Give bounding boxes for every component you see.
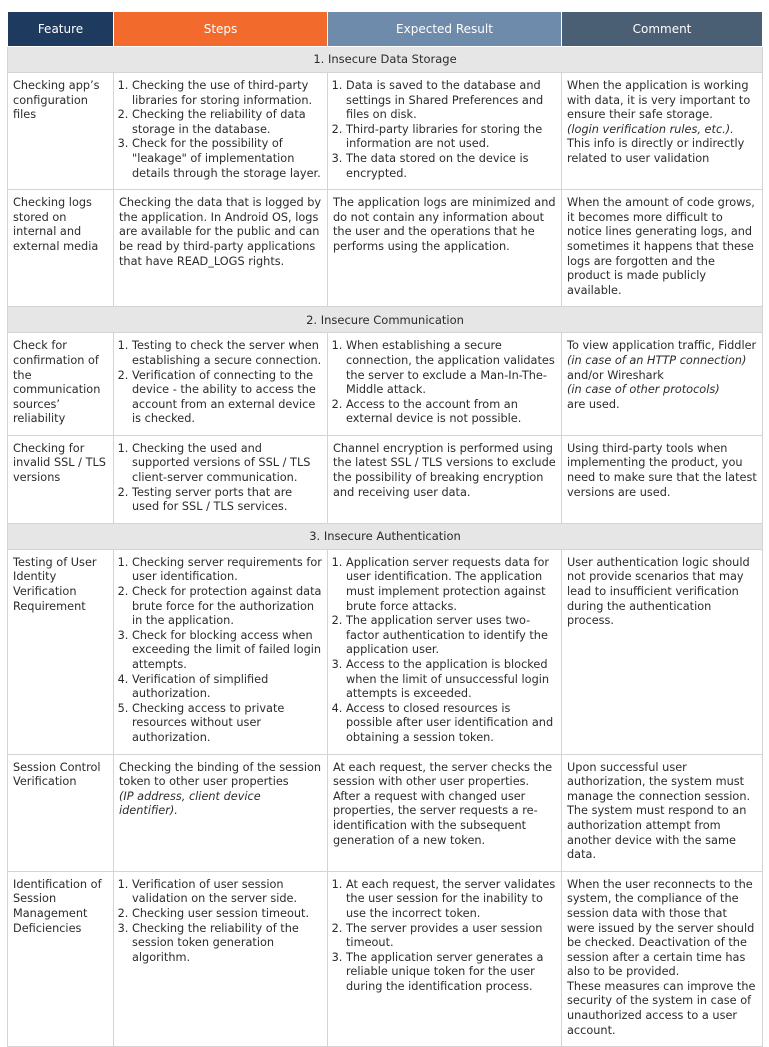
cell-text-run: The application logs are minimized and do not contain any information about the user and the operations that he performs using the application. <box>333 196 556 253</box>
cell-steps <box>114 333 328 436</box>
list-item: 1. At each request, the server validates the user session for the inability to use the incorrect token. <box>346 878 556 922</box>
cell-italic-text: (in case of an HTTP connection) <box>567 353 747 367</box>
numbered-list <box>333 556 556 746</box>
cell-text-run: Using third-party tools when implementing the product, you need to make sure that the latest versions are used. <box>567 441 757 499</box>
list-item: 2. Third-party libraries for storing the information are not used. <box>346 123 556 152</box>
cell-text <box>567 761 757 863</box>
list-item: 1. Testing to check the server when establishing a secure connection. <box>132 339 322 368</box>
header-comment: Comment <box>562 12 763 47</box>
list-item: 3. Access to the application is blocked when the limit of unsuccessful login attempts is exceeded. <box>346 658 556 702</box>
cell-text-run: Checking the binding of the session token to other user properties <box>119 760 322 789</box>
list-item: 5. Checking access to private resources without user authorization. <box>132 702 322 746</box>
cell-expected <box>328 333 562 436</box>
list-item: 2. Access to the account from an external device is not possible. <box>346 398 556 427</box>
table-row <box>8 549 763 754</box>
list-item: 1. Checking the use of third-party libraries for storing information. <box>132 79 322 108</box>
cell-feature: Checking app’s configuration files <box>8 73 114 190</box>
header-expected-result: Expected Result <box>328 12 562 47</box>
table-row <box>8 871 763 1047</box>
numbered-list <box>333 878 556 995</box>
cell-text <box>567 196 757 298</box>
list-item: 1. Verification of user session validation on the server side. <box>132 878 322 907</box>
cell-text-run: When the amount of code grows, it becomes more difficult to notice lines generating logs, and sometimes it happens that these logs are forgotten and the product is made publicly available. <box>567 196 755 297</box>
header-steps: Steps <box>114 12 328 47</box>
list-item: 2. Verification of connecting to the device - the ability to access the account from an external device is checked. <box>132 369 322 427</box>
list-item: 2. Testing server ports that are used for SSL / TLS services. <box>132 486 322 515</box>
cell-comment <box>562 190 763 307</box>
cell-comment <box>562 73 763 190</box>
section-title: 1. Insecure Data Storage <box>8 47 763 73</box>
cell-steps <box>114 73 328 190</box>
cell-text <box>567 442 757 500</box>
cell-feature: Identification of Session Management Deficiencies <box>8 871 114 1047</box>
list-item: 3. Check for blocking access when exceeding the limit of failed login attempts. <box>132 629 322 673</box>
cell-text <box>567 339 757 412</box>
cell-comment <box>562 333 763 436</box>
cell-text-run: When the application is working with data, it is very important to ensure their safe storage. <box>567 79 751 122</box>
list-item: 2. The server provides a user session timeout. <box>346 922 556 951</box>
cell-text-run: At each request, the server checks the session with other user properties. After a request with changed user properties, the server requests a re-identification with the subsequent generation of a new token. <box>333 760 553 847</box>
numbered-list <box>119 556 322 746</box>
table-row <box>8 754 763 871</box>
cell-text-run: These measures can improve the security of the system in case of unauthorized access to a user account. <box>567 979 756 1037</box>
section-title: 2. Insecure Communication <box>8 307 763 333</box>
cell-text <box>333 442 556 500</box>
list-item: 3. The data stored on the device is encrypted. <box>346 152 556 181</box>
cell-text-run: When the user reconnects to the system, the compliance of the session data with those that were issued by the server should be checked. Deactivation of the session after a certain time has also to be provided. <box>567 877 755 979</box>
cell-feature: Checking logs stored on internal and external media <box>8 190 114 307</box>
test-cases-table <box>7 11 762 1047</box>
cell-text-run: To view application traffic, Fiddler <box>567 339 757 353</box>
cell-italic-text: (login verification rules, etc.). <box>567 122 734 136</box>
numbered-list <box>119 79 322 181</box>
numbered-list <box>119 339 322 427</box>
list-item: 4. Verification of simplified authorization. <box>132 673 322 702</box>
cell-steps <box>114 435 328 523</box>
list-item: 3. Check for the possibility of "leakage" of implementation details through the storage layer. <box>132 137 322 181</box>
section-title: 3. Insecure Authentication <box>8 523 763 549</box>
cell-text <box>333 761 556 849</box>
cell-italic-text: (in case of other protocols) <box>567 383 720 397</box>
section-row <box>8 47 763 73</box>
table-row <box>8 73 763 190</box>
cell-expected <box>328 435 562 523</box>
numbered-list <box>119 878 322 966</box>
cell-comment <box>562 549 763 754</box>
cell-steps <box>114 754 328 871</box>
cell-feature: Testing of User Identity Verification Requirement <box>8 549 114 754</box>
numbered-list <box>119 442 322 515</box>
cell-expected <box>328 73 562 190</box>
cell-expected <box>328 549 562 754</box>
table <box>7 11 763 1047</box>
cell-expected <box>328 190 562 307</box>
cell-text <box>567 79 757 167</box>
cell-italic-text: (IP address, client device identifier). <box>119 789 261 818</box>
cell-steps <box>114 549 328 754</box>
numbered-list <box>333 339 556 427</box>
list-item: 1. When establishing a secure connection, the application validates the server to exclude a Man-In-The-Middle attack. <box>346 339 556 397</box>
list-item: 1. Data is saved to the database and settings in Shared Preferences and files on disk. <box>346 79 556 123</box>
cell-text <box>333 196 556 254</box>
table-body <box>8 47 763 1047</box>
cell-text <box>119 196 322 269</box>
list-item: 2. The application server uses two-factor authentication to identify the application user. <box>346 614 556 658</box>
cell-expected <box>328 871 562 1047</box>
section-row <box>8 307 763 333</box>
cell-steps <box>114 871 328 1047</box>
list-item: 3. Checking the reliability of the session token generation algorithm. <box>132 922 322 966</box>
cell-text-run: are used. <box>567 397 620 411</box>
section-row <box>8 523 763 549</box>
table-row <box>8 333 763 436</box>
list-item: 2. Checking the reliability of data storage in the database. <box>132 108 322 137</box>
cell-feature: Session Control Verification <box>8 754 114 871</box>
table-row <box>8 435 763 523</box>
list-item: 3. The application server generates a reliable unique token for the user during the identification process. <box>346 951 556 995</box>
list-item: 4. Access to closed resources is possible after user identification and obtaining a session token. <box>346 702 556 746</box>
cell-text <box>567 878 757 1039</box>
cell-text-run: Checking the data that is logged by the application. In Android OS, logs are available for the public and can be read by third-party applications that have READ_LOGS rights. <box>119 196 322 268</box>
header-feature: Feature <box>8 12 114 47</box>
list-item: 2. Check for protection against data brute force for the authorization in the application. <box>132 585 322 629</box>
cell-text-run: and/or Wireshark <box>567 368 664 382</box>
cell-feature: Checking for invalid SSL / TLS versions <box>8 435 114 523</box>
cell-text <box>567 556 757 629</box>
numbered-list <box>333 79 556 181</box>
cell-comment <box>562 754 763 871</box>
cell-expected <box>328 754 562 871</box>
table-row <box>8 190 763 307</box>
cell-text-run: Channel encryption is performed using the latest SSL / TLS versions to exclude the possibility of breaking encryption and receiving user data. <box>333 441 556 499</box>
cell-text-run: Upon successful user authorization, the system must manage the connection session. The system must respond to an authorization attempt from another device with the same data. <box>567 760 751 862</box>
cell-feature: Check for confirmation of the communication sources’ reliability <box>8 333 114 436</box>
list-item: 1. Application server requests data for user identification. The application must implement protection against brute force attacks. <box>346 556 556 614</box>
cell-comment <box>562 435 763 523</box>
cell-text-run: This info is directly or indirectly related to user validation <box>567 137 745 165</box>
cell-comment <box>562 871 763 1047</box>
list-item: 1. Checking the used and supported versions of SSL / TLS client-server communication. <box>132 442 322 486</box>
list-item: 1. Checking server requirements for user identification. <box>132 556 322 585</box>
cell-text <box>119 761 322 819</box>
list-item: 2. Checking user session timeout. <box>132 907 322 922</box>
cell-text-run: User authentication logic should not provide scenarios that may lead to insufficient verification during the authentication process. <box>567 555 750 628</box>
cell-steps <box>114 190 328 307</box>
header-row <box>8 12 763 47</box>
